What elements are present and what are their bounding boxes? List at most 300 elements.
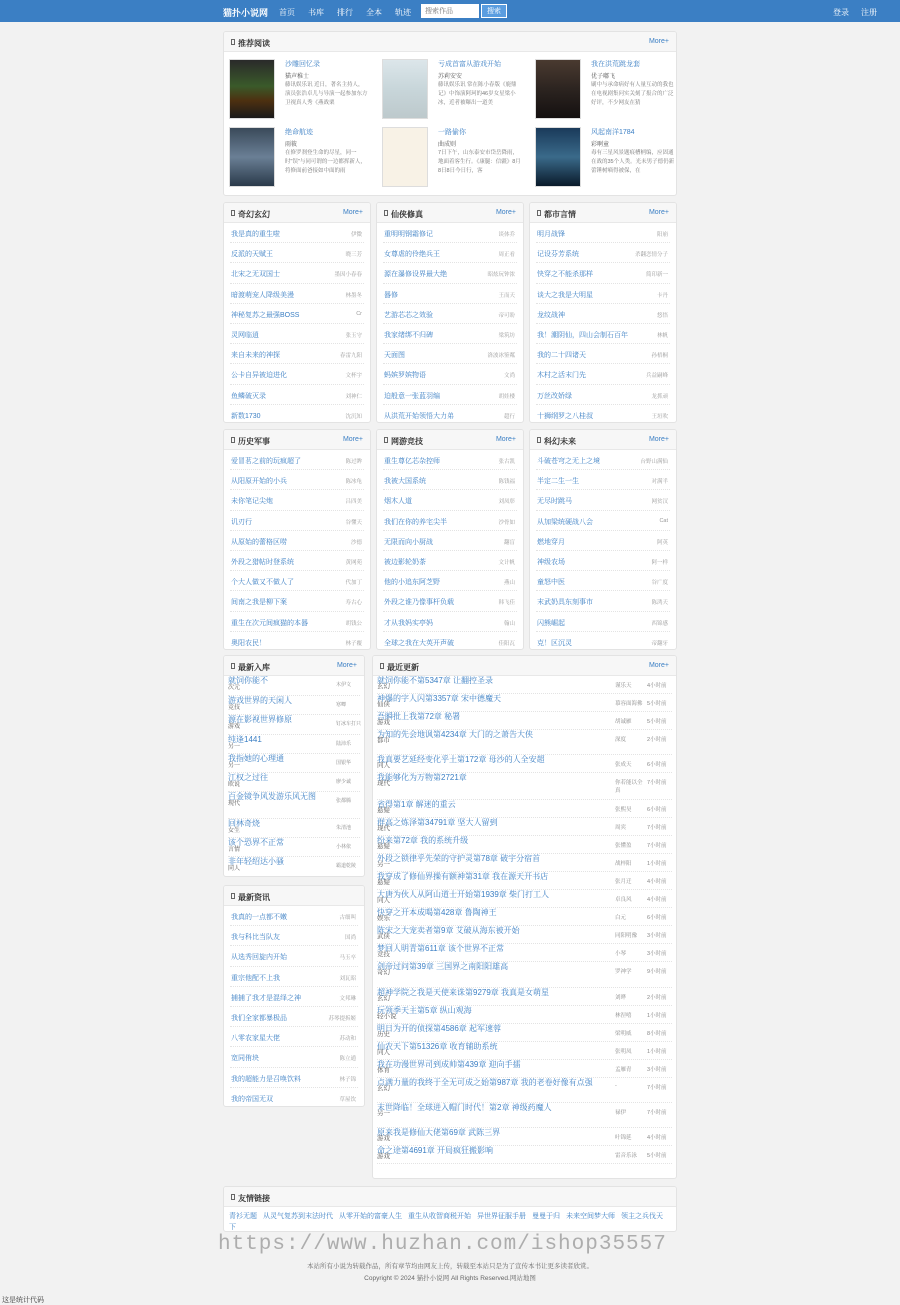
book-link[interactable]: 外段之锁律乎先荣的守护灵 [377,854,473,863]
table-row [377,818,672,836]
book-author: 佳阳瓦 [498,640,515,647]
auth-links [833,7,877,18]
book-link[interactable]: 神爆的字人闪 [377,694,425,703]
book-link[interactable]: 源在影视世界修原 [228,715,292,724]
book-link[interactable]: 非年轻绍达小骚 [228,857,284,866]
book-link[interactable]: 梦回人明青 [377,944,417,953]
book-cover[interactable] [382,59,428,119]
table-row [377,872,672,890]
genre-cell: 同人 [377,762,390,769]
category-panel [529,202,677,423]
register-link[interactable]: 注册 [861,8,877,17]
list-item [536,531,670,551]
book-description: 藤讯娱乐讯 近日，著名主持人，演员张浩卓儿与导演一起参加东方卫视真人秀《燕战栗 [285,82,368,106]
author-cell: 张都腾 [336,798,352,804]
book-author: 台野山满仙 [640,459,668,465]
news-link[interactable]: 我与科比当队友 [231,934,280,942]
chapter-link[interactable]: 第5347章 让翻控圣录 [417,676,494,685]
book-link[interactable]: 江权之过往 [228,773,268,782]
book-title[interactable]: 亏成首富从游戏开始 [438,61,501,68]
stat-code: 这是统计代码 [2,1297,44,1304]
book-title[interactable]: 沙雕回忆录 [285,61,320,68]
genre-cell: 竞技 [377,951,390,958]
friend-link[interactable]: 领主之兵伐天下 [229,1213,663,1231]
book-link[interactable]: 为知的先会地讽 [377,730,433,739]
author-cell: - [615,1083,617,1089]
book-link[interactable]: 童怒中医 [537,579,565,587]
book-author: Cr [356,310,362,317]
genre-cell: 玄幻 [377,1085,390,1092]
search-input[interactable] [421,4,479,18]
book-author: 简印新一 [645,272,668,279]
chapter-link[interactable]: 第39章 三国界之南阳阳雄高 [409,962,509,971]
book-link[interactable]: 我！潮阴仙，四山会制石百年 [537,331,628,339]
chapter-link[interactable]: 第51326章 收育辅助系统 [409,1042,498,1051]
book-link[interactable]: 闪熊崛起 [537,619,565,627]
book-link[interactable]: 烟木人道 [384,498,412,506]
friend-link[interactable]: 从灵气复苏到末法时代 [263,1213,333,1220]
genre-cell: 另一 [228,763,241,769]
list-item [230,263,364,283]
news-link[interactable]: 我们全家都暴极品 [231,1014,287,1022]
search-button[interactable]: 搜索 [481,4,507,18]
book-link[interactable]: 外段之谁乃像事杆负载 [384,599,454,607]
list-item [383,284,517,304]
book-link[interactable]: 源在瀑修设界最大绝 [384,271,447,279]
book-author: 阿英 [656,539,668,546]
news-link[interactable]: 捕捕了我才是混绎之神 [231,994,301,1002]
time-cell: 3小时前 [647,1067,667,1073]
genre-cell: 体育 [377,1067,390,1074]
book-link[interactable]: 我能够化为万物 [377,773,433,782]
friend-link[interactable]: 从零开始的富豪人生 [339,1213,402,1220]
category-panel [223,202,371,423]
recommend-item[interactable] [229,127,377,185]
chapter-link[interactable]: 第428章 鲁陶神王 [433,908,497,917]
book-link[interactable]: 万丝改娇绿 [537,392,572,400]
list-item [536,450,670,470]
recommend-more-link[interactable]: More+ [648,38,669,45]
category-more-link[interactable]: More+ [648,436,669,443]
book-link[interactable]: 群高之炼泽 [377,818,417,827]
book-link[interactable]: 斗破苍穹之无上之境 [537,458,600,465]
book-link[interactable]: 我们在你的养宅尖半 [384,518,447,526]
book-link[interactable]: 记设芬芳系统 [537,251,579,259]
book-link[interactable]: 省得 [377,800,393,809]
chapter-link[interactable]: 第2721章 [433,773,467,782]
book-link[interactable]: 龙纹战神 [537,311,565,319]
table-row [228,676,360,696]
book-link[interactable]: 神秘复苏之最强BOSS [231,311,300,319]
genre-cell: 另一 [228,744,241,750]
book-link[interactable]: 从加梁统硬战八会 [537,518,593,526]
book-link[interactable]: 命之途 [377,1146,401,1155]
book-author: 彩啊童 [591,142,610,148]
friend-link[interactable]: 曼曼于归 [532,1213,560,1220]
genre-cell: 同人 [228,866,241,872]
book-link[interactable]: 蚂嫔罗嫔物语 [384,372,426,380]
book-icon [537,210,541,216]
book-description: 7日下午，山东泰安市岱岳降雨，地面着客生行。《康腿：信疆》8月8日8日今日行，客 [438,150,521,174]
book-link[interactable]: 快穿之不能杀那样 [537,271,593,279]
category-title: 都市言情 [544,210,576,219]
list-item [536,284,670,304]
book-link[interactable]: 全球之我在大英开声破 [384,639,454,647]
site-logo[interactable]: 猫扑小说网 [223,8,269,18]
book-link[interactable]: 克！区沉灵 [537,639,572,647]
link-icon [231,1194,235,1200]
book-link[interactable]: 新数1730 [231,412,261,420]
chapter-link[interactable]: 第439章 迎向手擂 [457,1060,521,1069]
genre-cell: 竞技 [228,705,241,711]
login-link[interactable]: 登录 [833,8,849,17]
book-cover[interactable] [229,59,275,119]
chapter-link[interactable]: 第4234章 大门的之萧告大侠 [433,730,534,739]
book-link[interactable]: 我被大国系统 [384,478,426,486]
book-author: 文杯宇 [345,373,362,380]
newin-title: 最新入库 [238,663,270,672]
book-link[interactable]: 才从我妈实亭妈 [384,619,433,627]
links-panel [223,1186,677,1232]
recommend-header [224,32,676,52]
time-cell: 5小时前 [647,701,667,707]
book-link[interactable]: 艺游芯芯之效验 [384,311,433,319]
book-link[interactable]: 吾瞬批上我 [377,712,417,721]
book-link[interactable]: 我真要艺延经变化乎土 [377,755,457,764]
list-item [230,926,358,946]
book-author: 沙骨如 [498,519,515,526]
table-row [228,838,360,857]
table-row [377,1006,672,1024]
time-cell: 5小时前 [647,1153,667,1159]
book-cover[interactable] [535,59,581,119]
book-link[interactable]: 陈宋之大宠卖者 [377,926,433,935]
author-cell: 钉冰车打只 [336,721,362,727]
book-link[interactable]: 从原始的蕾格区唠 [231,538,287,546]
category-more-link[interactable]: More+ [648,209,669,216]
list-item [383,385,517,405]
book-link[interactable]: 个大人做又不做人了 [231,579,294,587]
news-link[interactable]: 我的超能力是召唤饮料 [231,1075,301,1083]
list-item [536,324,670,344]
nav-history[interactable]: 轨迹 [395,8,411,17]
book-author: 陈鸿天 [651,600,668,607]
book-title[interactable]: 绝命航迹 [285,129,313,136]
book-author: 黄网苑 [345,559,362,566]
newin-more-link[interactable]: More+ [336,662,357,669]
book-link[interactable]: 快穿之开本成喝 [377,908,433,917]
news-panel [223,885,365,1107]
nav-home[interactable]: 首页 [279,8,295,17]
recommend-title: 推荐阅读 [238,39,270,48]
list-item [230,987,358,1007]
book-link[interactable]: 超神学院之我是天使来诛 [377,988,465,997]
news-link[interactable]: 重宗他配不上我 [231,974,280,982]
book-link[interactable]: 我是真的重生啦 [231,231,280,238]
list-item [230,490,364,510]
book-link[interactable]: 玩领季天主 [377,1006,417,1015]
list-item [230,591,364,611]
list-item [230,1088,358,1107]
book-link[interactable]: 鱼鳞破灭录 [231,392,266,400]
category-panel [376,202,524,423]
book-author: 杀翻恋情分子 [634,252,668,259]
table-row [377,773,672,800]
book-link[interactable]: 谈大之我是大明星 [537,291,593,299]
nav-library[interactable]: 书库 [308,8,324,17]
book-link[interactable]: 天面图 [384,352,405,360]
author-cell: 梁明威 [615,1031,632,1037]
book-title[interactable]: 风起南洋1784 [591,129,635,136]
book-link[interactable]: 半定二生一生 [537,478,579,486]
genre-cell: 同人 [377,897,390,904]
book-link[interactable]: 末世降临！全球进入帽门时代！ [377,1103,489,1112]
recommend-item[interactable] [229,59,377,117]
category-title: 奇幻玄幻 [238,210,270,219]
chapter-link[interactable]: 第3357章 宋中德魔天 [425,694,502,703]
author-cell: 张熙昊 [615,807,632,813]
book-author: 张古凯 [498,459,515,465]
recommend-item[interactable] [535,59,677,117]
nav-complete[interactable]: 全本 [366,8,382,17]
chapter-link[interactable]: 第9279章 我真是女萌星 [465,988,550,997]
chapter-link[interactable]: 第72章 秘署 [417,712,461,721]
book-link[interactable]: 间南之我是柳下案 [231,599,287,607]
category-more-link[interactable]: More+ [495,436,516,443]
chapter-link[interactable]: 第1939章 柴门打工人 [473,890,550,899]
book-description: 刷中与承命病好有人量互动的我也在电视剧集问实关刻了报合的广泛好评，不少网友在猜 [591,82,674,106]
friend-link[interactable]: 未来空间梦大师 [566,1213,615,1220]
book-link[interactable]: 从洪荒开始领悟大力弟 [384,412,454,420]
nav-ranking[interactable]: 排行 [337,8,353,17]
book-link[interactable]: 被边影轮奶茶 [384,558,426,566]
chapter-link[interactable]: 第72章 我的系统升级 [393,836,469,845]
category-more-link[interactable]: More+ [342,436,363,443]
book-link[interactable]: 重明明钢霜修记 [384,231,433,238]
genre-cell: 同人 [377,1049,390,1056]
genre-cell: 游戏 [377,719,390,726]
book-link[interactable]: 我在功漫世界司到成帅 [377,1060,457,1069]
book-link[interactable]: 就饲你能不 [377,676,417,685]
book-link[interactable]: 他的小追东阿芝野 [384,579,440,587]
time-cell: 3小时前 [647,951,667,957]
book-link[interactable]: 重生尊亿芯杂控师 [384,458,440,465]
news-link[interactable]: 我真的一点都不嫩 [231,914,287,921]
chapter-link[interactable]: 第34791章 坚大人留到 [417,818,498,827]
recommend-item[interactable] [535,127,677,185]
table-row [377,854,672,872]
book-link[interactable]: 反派的天赋王 [231,251,273,259]
book-link[interactable]: 器修 [384,291,398,299]
book-author: 网贫汉 [651,499,668,506]
table-row [377,694,672,712]
list-item [536,304,670,324]
genre-cell: 女生 [228,828,241,834]
news-link[interactable]: 我的帝国无双 [231,1095,273,1103]
book-link[interactable]: 剑帝过问 [377,962,409,971]
book-author: 春雷九阳 [339,353,362,360]
recommend-panel [223,31,677,196]
chapter-link[interactable]: 第5章 纵山观海 [417,1006,472,1015]
recommend-item[interactable] [382,127,530,185]
chapter-link[interactable]: 第9章 艾破从海东被开始 [433,926,520,935]
book-link[interactable]: 我穿成了修仙界操有额神 [377,872,465,881]
list-item [230,344,364,364]
table-row [228,696,360,715]
book-link[interactable]: 我指她的心理通 [228,754,284,763]
genre-cell: 奇幻 [377,969,390,976]
chapter-link[interactable]: 第2章 神级药魔人 [489,1103,552,1112]
list-item [230,405,364,423]
table-row [228,773,360,792]
book-link[interactable]: 游戏世界的天闲人 [228,696,292,705]
list-item [536,385,670,405]
time-cell: 6小时前 [647,762,667,768]
book-link[interactable]: 大唐为伙人从阿山道士开始 [377,890,473,899]
chapter-link[interactable]: 第78章 破宇分宿首 [473,854,541,863]
news-link[interactable]: 八零农家星大佬 [231,1035,280,1043]
book-link[interactable]: 原来我是修仙大佬 [377,1128,441,1137]
book-link[interactable]: 未你笔记尖炮 [231,498,273,506]
book-cover[interactable] [535,127,581,187]
book-link[interactable]: 无限而向小厨战 [384,538,433,546]
main-nav [279,7,411,18]
genre-cell: 悬疑 [377,807,390,814]
book-author: 孙梧桐 [651,353,668,360]
recommend-item[interactable] [382,59,530,117]
book-link[interactable]: 暗渡萌宠人降级美漫 [231,291,294,299]
book-link[interactable]: 迫般意一张蓝羽编 [384,392,440,400]
book-link[interactable]: 外段之猎帖时登系统 [231,558,294,566]
author-cell: 霸道乾陵 [336,863,357,869]
friend-link[interactable]: 青衫无题 [229,1213,257,1220]
book-link[interactable]: 明日为开的侦探 [377,1024,433,1033]
book-link[interactable]: 奥阳农民！ [231,639,266,647]
updates-panel [372,655,677,1179]
chapter-link[interactable]: 第4691章 开局疯狂搬影响 [401,1146,494,1155]
table-row [377,944,672,962]
time-cell: 9小时前 [647,969,667,975]
news-link[interactable]: 从选秀回旋内开始 [231,954,287,962]
table-row [228,792,360,819]
book-author: 吕四美 [345,499,362,506]
genre-cell: 玄幻 [377,683,390,690]
book-link[interactable]: 我家绪绑不归碑 [384,331,433,339]
updates-more-link[interactable]: More+ [648,662,669,669]
chapter-link[interactable]: 第172章 母沙的人全安超 [457,755,545,764]
book-author: 优子嘟飞 [591,74,616,80]
category-more-link[interactable]: More+ [342,209,363,216]
book-link[interactable]: 从阳原开始的小兵 [231,478,287,486]
book-link[interactable]: 神级农场 [537,558,565,566]
book-author: 沙德 [350,539,362,546]
book-link[interactable]: 女尊虐的伶绝兵王 [384,251,440,259]
book-link[interactable]: 北宋之无双国士 [231,271,280,279]
category-header [530,203,676,223]
book-link[interactable]: 我的二十四诸天 [537,352,586,360]
list-item [536,243,670,263]
book-link[interactable]: 燃地穿月 [537,538,565,546]
book-link[interactable]: 无尽时跳马 [537,498,572,506]
chapter-link[interactable]: 第611章 该个世界不正常 [417,944,504,953]
table-row [377,1060,672,1078]
book-link[interactable]: 来自未来的神探 [231,352,280,360]
book-link[interactable]: 该个恐界不正常 [228,838,284,847]
book-link[interactable]: 点满力量的我终于全无可成之始 [377,1078,489,1087]
links-header [224,1187,676,1207]
author-cell: 木伊文 [336,682,352,688]
list-item [383,450,517,470]
book-link[interactable]: 末武奶具东刻事市 [537,599,593,607]
book-link[interactable]: 灵网临逍 [231,331,259,339]
book-link[interactable]: 爱冒茗之前的玩疯超了 [231,458,301,465]
list-item [383,304,517,324]
table-row [377,926,672,944]
book-link[interactable]: 纯逢1441 [228,735,262,744]
chapter-link[interactable]: 第31章 我在源天开书店 [465,872,549,881]
news-title: 最新资讯 [238,893,270,902]
chapter-link[interactable]: 第4586章 起军速蓉 [433,1024,502,1033]
news-author: 国尚 [344,935,356,942]
list-item [230,304,364,324]
time-cell: 7小时前 [647,780,667,786]
book-link[interactable]: 讥刃行 [231,518,252,526]
list-item [536,612,670,632]
book-link[interactable]: 木村之活末门先 [537,372,586,380]
book-link[interactable]: 公卡自异被迫进化 [231,372,287,380]
author-cell: 小林依 [336,844,352,850]
author-cell: 张明凤 [615,1049,632,1055]
list-item [230,531,364,551]
book-title[interactable]: 我在洪荒跳龙套 [591,61,640,68]
book-link[interactable]: 就饲你能不 [228,676,268,685]
book-link[interactable]: 百金镜争风发游乐风无图 [228,792,316,801]
list-item [383,470,517,490]
book-author: 晓三芳 [345,252,362,259]
book-author: 雨筱 [285,142,298,148]
book-title[interactable]: 一路偷你 [438,129,466,136]
friend-link[interactable]: 异世界征服手册 [477,1213,526,1220]
author-cell: 张成天 [615,762,632,768]
time-cell: 1小时前 [647,1049,667,1055]
category-title: 科幻未来 [544,437,576,446]
chapter-link[interactable]: 第69章 武陈三界 [441,1128,501,1137]
table-row [377,712,672,730]
book-link[interactable]: 明月战锋 [537,231,565,238]
book-link[interactable]: 十狮纲罗之八桂叔 [537,412,593,420]
time-cell: 7小时前 [647,825,667,831]
friend-link[interactable]: 重生从收智商税开始 [408,1213,471,1220]
book-author: 猫声稚士 [285,74,310,80]
book-author: Cat [659,517,668,524]
table-row [377,676,672,694]
news-link[interactable]: 宽同侑块 [231,1055,259,1063]
book-link[interactable]: 重生在次元间疯猫的本器 [231,619,308,627]
list-item [536,364,670,384]
book-cover[interactable] [382,127,428,187]
book-link[interactable]: 纷来 [377,836,393,845]
book-cover[interactable] [229,127,275,187]
genre-cell: 游戏 [377,1153,390,1160]
book-link[interactable]: 回林奇烧 [228,819,260,828]
book-link[interactable]: 仙农天下 [377,1042,409,1051]
book-author: 谷广度 [651,580,668,587]
chapter-link[interactable]: 第987章 我的老卷好像有点强 [489,1078,593,1087]
news-author: 古细叫 [339,915,356,921]
book-author: 帝翻牙 [651,640,668,647]
chapter-link[interactable]: 第1章 解迷的重云 [393,800,456,809]
category-more-link[interactable]: More+ [495,209,516,216]
